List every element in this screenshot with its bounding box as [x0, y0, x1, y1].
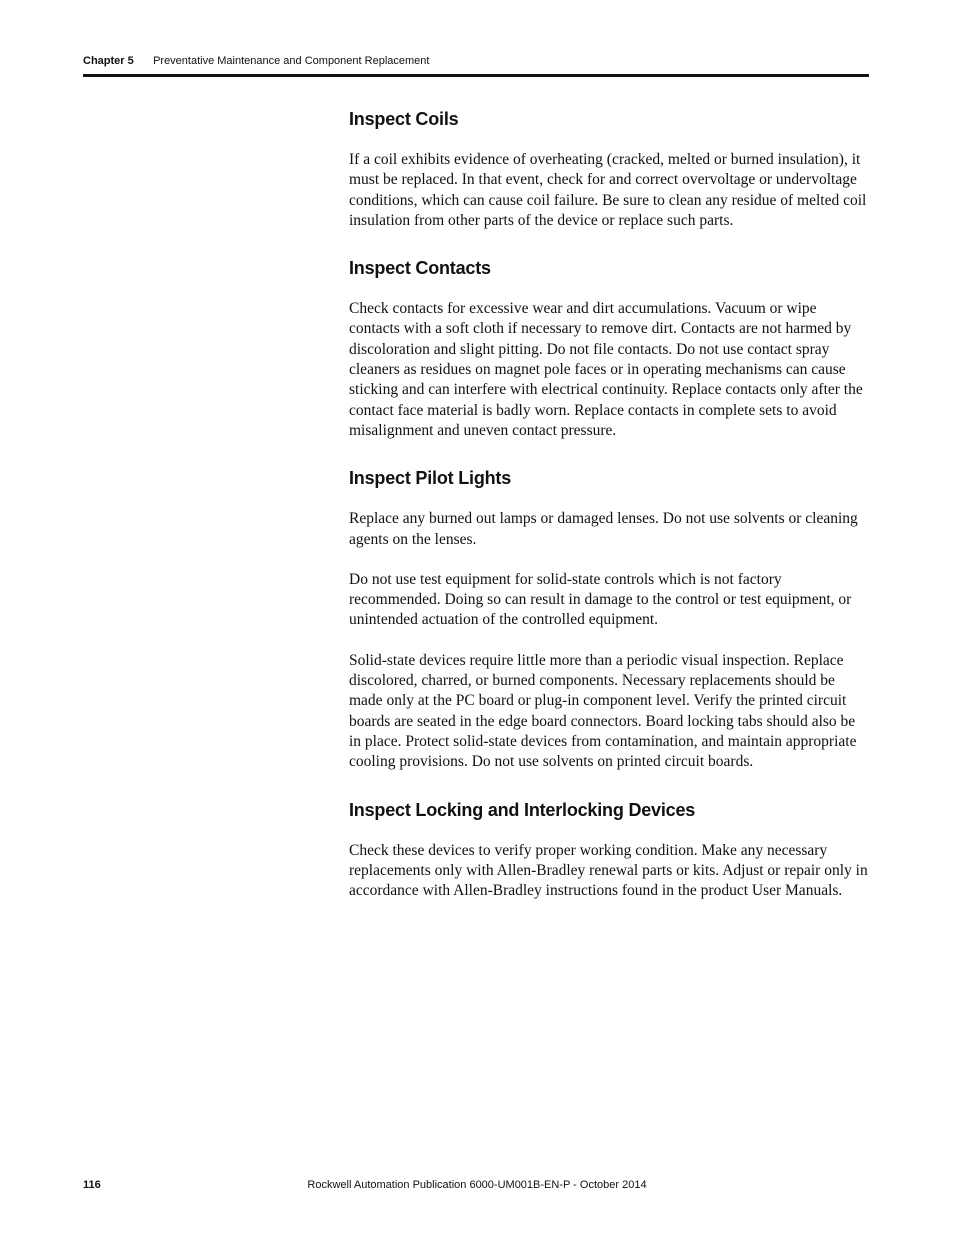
body-paragraph: Solid-state devices require little more than a periodic visual inspection. Replace discolored, charred, or burned components. Necessary replacements should be made only at the PC board or plug-in component level. Verify the printed circuit boards are seated in the edge board connectors. Board locking tabs should also be in place. Protect solid-state devices from contamination, and maintain appropriate cooling provisions. Do not use solvents on printed circuit boards.: [349, 651, 857, 771]
section-heading: Inspect Coils: [349, 109, 459, 129]
section-inspect-locking-devices: [349, 797, 869, 902]
page-number: 116: [83, 1179, 101, 1191]
body-paragraph: If a coil exhibits evidence of overheating (cracked, melted or burned insulation), it must be replaced. In that event, check for and correct overvoltage or undervoltage conditions, which can cause coil failure. Be sure to clean any residue of melted coil insulation from other parts of the device or replace such parts.: [349, 151, 867, 229]
section-inspect-coils: [349, 106, 869, 231]
body-paragraph: Replace any burned out lamps or damaged lenses. Do not use solvents or cleaning agents on the lenses.: [349, 510, 858, 548]
section-inspect-pilot-lights: [349, 465, 869, 772]
page-content: [349, 106, 869, 925]
running-header: [83, 53, 869, 69]
section-inspect-contacts: [349, 255, 869, 441]
body-paragraph: Do not use test equipment for solid-state controls which is not factory recommended. Doing so can result in damage to the control or test equipment, or unintended actuation of the controlled equipment.: [349, 570, 852, 629]
publication-info: Rockwell Automation Publication 6000-UM001B-EN-P - October 2014: [307, 1179, 647, 1191]
body-paragraph: Check these devices to verify proper working condition. Make any necessary replacements only with Allen-Bradley renewal parts or kits. Adjust or repair only in accordance with Allen-Bradley instructions found in the product User Manuals.: [349, 841, 868, 900]
section-heading: Inspect Contacts: [349, 258, 491, 279]
section-heading: Inspect Pilot Lights: [349, 468, 512, 489]
section-heading: Inspect Locking and Interlocking Devices: [349, 799, 696, 820]
body-paragraph: Check contacts for excessive wear and dirt accumulations. Vacuum or wipe contacts with a soft cloth if necessary to remove dirt. Contacts are not harmed by discoloration and slight pitting. Do not file contacts. Do not use contact spray cleaners as residues on magnet pole faces or in operating mechanisms can cause sticking and can interfere with electrical continuity. Replace contacts only after the contact face material is badly worn. Replace contacts in complete sets to avoid misalignment and uneven contact pressure.: [349, 300, 863, 439]
chapter-label: Chapter 5: [83, 55, 134, 67]
chapter-title: Preventative Maintenance and Component Replacement: [153, 55, 430, 67]
header-rule: [83, 74, 869, 77]
